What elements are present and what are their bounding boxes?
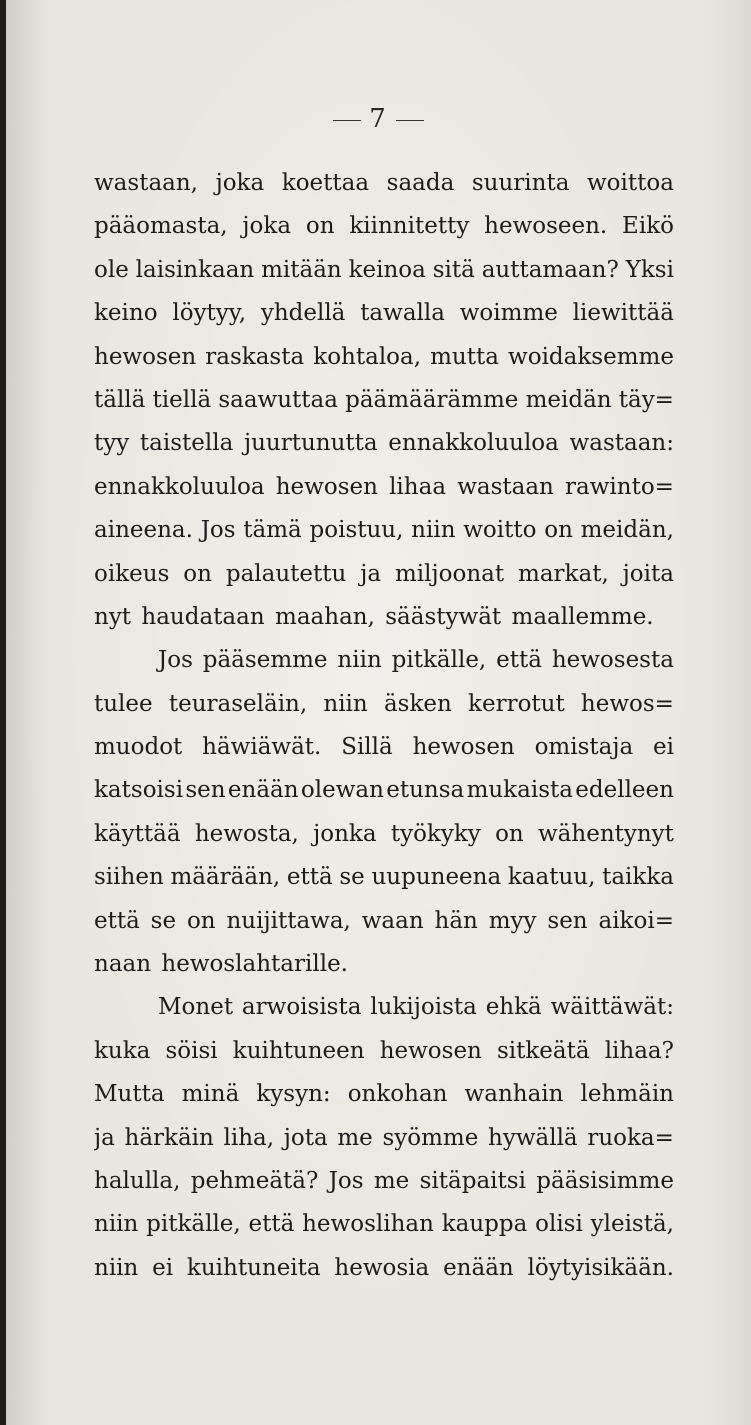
word: hewoslihan <box>302 1211 434 1238</box>
word: wastaan <box>457 473 554 500</box>
word: joka <box>215 170 265 196</box>
word: keino <box>94 300 158 327</box>
word: muodot <box>94 734 183 761</box>
word: Jos <box>158 647 193 674</box>
text-line <box>94 422 674 465</box>
word: kysyn: <box>256 1081 331 1108</box>
word: hän <box>434 907 478 934</box>
word: maallemme. <box>511 603 654 630</box>
word: miljoonat <box>395 560 505 587</box>
word: kiinnitetty <box>349 213 470 240</box>
word: hewosen <box>412 734 515 761</box>
word: Jos <box>328 1167 364 1194</box>
word: pääsemme <box>202 647 328 674</box>
word: niin <box>94 1254 139 1281</box>
word: on <box>305 213 335 240</box>
word: että <box>286 864 333 891</box>
word: hewoseen. <box>484 213 608 240</box>
word: pitkälle, <box>146 1211 241 1238</box>
text-line <box>94 553 674 596</box>
word: woitto <box>463 517 537 544</box>
page-number-value: 7 <box>369 104 388 134</box>
word: aikoi= <box>598 907 674 934</box>
word: härkäin <box>124 1124 214 1151</box>
text-line <box>94 726 674 769</box>
word: liha, <box>223 1124 275 1151</box>
word: hewoslahtarille. <box>161 951 348 978</box>
word: wastaan, <box>94 170 198 196</box>
word: rawinto= <box>565 473 674 500</box>
word: meidän <box>525 386 612 413</box>
text-line <box>94 639 674 682</box>
right-dash <box>396 120 424 121</box>
word: hewosen <box>94 343 197 370</box>
word: suurinta <box>471 170 570 196</box>
word: hewosesta <box>551 647 674 674</box>
word: sitä <box>432 256 475 283</box>
word: me <box>337 1124 373 1151</box>
text-line <box>94 249 674 292</box>
text-line <box>94 943 674 986</box>
word: Mutta <box>94 1081 165 1108</box>
word: maahan, <box>275 603 375 630</box>
word: myy <box>488 907 537 934</box>
word: teuraseläin, <box>168 690 308 717</box>
word: hywällä <box>488 1124 578 1151</box>
left-dash <box>333 120 361 121</box>
word: kohtaloa, <box>313 343 422 370</box>
word: on <box>544 517 573 544</box>
text-line <box>94 1030 674 1073</box>
word: halulla, <box>94 1167 181 1194</box>
word: joka <box>242 213 292 240</box>
word: meidän, <box>580 517 674 544</box>
word: woittoa <box>587 170 674 196</box>
word: taikka <box>602 864 674 891</box>
word: minä <box>181 1081 240 1108</box>
word: wäittäwät: <box>550 994 674 1021</box>
word: että <box>94 907 140 934</box>
word: raskasta <box>205 343 305 370</box>
word: säästywät <box>385 603 502 630</box>
word: palautettu <box>225 560 347 587</box>
text-line <box>94 466 674 509</box>
word: tällä <box>94 386 146 413</box>
word: sitkeätä <box>496 1037 590 1064</box>
word: katsoisi <box>94 777 184 804</box>
word: Yksi <box>625 256 674 283</box>
word: juurtunutta <box>243 430 378 457</box>
word: kuka <box>94 1037 151 1064</box>
text-line <box>94 1247 674 1290</box>
word: wanhain <box>464 1081 564 1108</box>
page-number <box>6 104 751 134</box>
word: sitäpaitsi <box>419 1167 526 1194</box>
word: onkohan <box>347 1081 448 1108</box>
word: hewosta, <box>194 820 299 847</box>
word: wastaan: <box>569 430 674 457</box>
word: koettaa <box>281 170 370 196</box>
word: tiellä <box>152 386 212 413</box>
word: niin <box>323 690 368 717</box>
word: saada <box>386 170 455 196</box>
word: yleistä, <box>590 1211 674 1238</box>
text-line <box>94 205 674 248</box>
word: niin <box>94 1211 139 1238</box>
word: tyy <box>94 430 130 457</box>
text-line <box>94 379 674 422</box>
text-line <box>94 683 674 726</box>
word: oikeus <box>94 560 170 587</box>
word: hewosen <box>275 473 378 500</box>
word: syömme <box>382 1124 479 1151</box>
text-line <box>94 813 674 856</box>
word: olisi <box>535 1211 583 1238</box>
word: hewosia <box>334 1254 430 1281</box>
text-line <box>94 162 674 205</box>
word: nuijittawa, <box>226 907 351 934</box>
word: niin <box>411 517 456 544</box>
word: sen <box>547 907 588 934</box>
word: omistaja <box>534 734 634 761</box>
word: niin <box>337 647 382 674</box>
word: waan <box>361 907 424 934</box>
word: enään <box>227 777 299 804</box>
word: Sillä <box>341 734 393 761</box>
word: keinoa <box>348 256 426 283</box>
word: taistella <box>139 430 234 457</box>
text-line <box>94 292 674 335</box>
word: liewittää <box>572 300 674 327</box>
word: äsken <box>383 690 452 717</box>
word: ja <box>360 560 382 587</box>
word: mukaista <box>466 777 573 804</box>
word: tämä <box>243 517 302 544</box>
word: täy= <box>618 386 674 413</box>
text-line <box>94 1203 674 1246</box>
word: me <box>373 1167 410 1194</box>
word: pääsisimme <box>536 1167 674 1194</box>
text-line <box>94 1073 674 1116</box>
word: pääomasta, <box>94 213 228 240</box>
word: haudataan <box>141 603 265 630</box>
word: jota <box>283 1124 328 1151</box>
word: wähentynyt <box>538 820 674 847</box>
text-line <box>94 769 674 812</box>
word: on <box>183 560 212 587</box>
word: siihen <box>94 864 164 891</box>
word: uupuneena <box>371 864 502 891</box>
word: pitkälle, <box>391 647 487 674</box>
word: hewos= <box>580 690 674 717</box>
word: auttamaan? <box>481 256 619 283</box>
word: Eikö <box>622 213 674 240</box>
word: että <box>248 1211 295 1238</box>
word: mitään <box>261 256 342 283</box>
text-line <box>94 1117 674 1160</box>
word: että <box>496 647 542 674</box>
word: lukijoista <box>370 994 477 1021</box>
word: kauppa <box>441 1211 528 1238</box>
word: on <box>186 907 216 934</box>
word: yhdellä <box>260 300 346 327</box>
word: ennakkoluuloa <box>388 430 559 457</box>
text-line <box>94 900 674 943</box>
text-line <box>94 596 674 639</box>
word: edelleen <box>575 777 674 804</box>
word: kuihtuneita <box>186 1254 321 1281</box>
word: woimme <box>459 300 558 327</box>
word: se <box>339 864 365 891</box>
text-line <box>94 856 674 899</box>
word: woidaksemme <box>508 343 674 370</box>
word: sen <box>185 777 226 804</box>
word: ennakkoluuloa <box>94 473 265 500</box>
word: arwoisista <box>241 994 362 1021</box>
word: se <box>150 907 177 934</box>
word: häwiäwät. <box>202 734 322 761</box>
word: mutta <box>430 343 499 370</box>
word: nyt <box>94 603 132 630</box>
word: löytyisikään. <box>527 1254 674 1281</box>
word: lihaa? <box>604 1037 674 1064</box>
word: lihaa <box>389 473 447 500</box>
word: löytyy, <box>172 300 247 327</box>
word: poistuu, <box>309 517 404 544</box>
word: enään <box>443 1254 514 1281</box>
word: jonka <box>313 820 377 847</box>
text-line <box>94 509 674 552</box>
word: kuihtuneen <box>232 1037 365 1064</box>
word: ehkä <box>485 994 542 1021</box>
word: Monet <box>158 994 234 1021</box>
word: etunsa <box>386 777 465 804</box>
word: laisinkaan <box>135 256 255 283</box>
body-text <box>94 162 674 1290</box>
word: tulee <box>94 690 153 717</box>
text-line <box>94 1160 674 1203</box>
word: markat, <box>518 560 609 587</box>
word: olewan <box>300 777 384 804</box>
word: hewosen <box>379 1037 482 1064</box>
word: on <box>495 820 524 847</box>
word: käyttää <box>94 820 181 847</box>
word: söisi <box>165 1037 218 1064</box>
word: määrään, <box>170 864 281 891</box>
word: ruoka= <box>587 1124 674 1151</box>
word: pehmeätä? <box>190 1167 319 1194</box>
word: saawuttaa <box>218 386 338 413</box>
word: kaatuu, <box>507 864 596 891</box>
word: joita <box>622 560 674 587</box>
word: ja <box>94 1124 115 1151</box>
word: ei <box>152 1254 174 1281</box>
word: ei <box>653 734 674 761</box>
word: aineena. <box>94 517 193 544</box>
book-page <box>6 0 751 1425</box>
word: naan <box>94 951 152 978</box>
text-line <box>94 336 674 379</box>
word: työkyky <box>390 820 481 847</box>
word: Jos <box>200 517 236 544</box>
word: kerrotut <box>468 690 565 717</box>
word: tawalla <box>360 300 445 327</box>
word: lehmäin <box>580 1081 674 1108</box>
word: ole <box>94 256 129 283</box>
word: päämäärämme <box>345 386 519 413</box>
text-line <box>94 986 674 1029</box>
